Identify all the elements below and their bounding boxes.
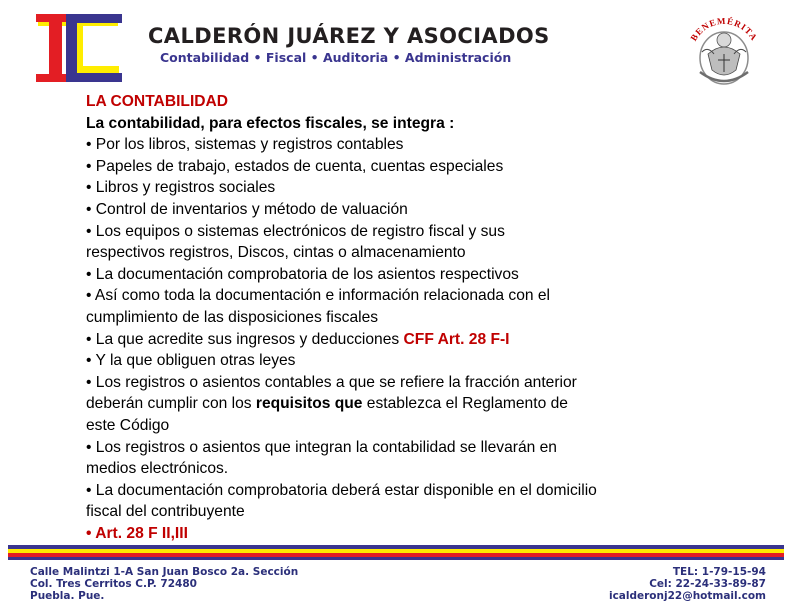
eagle-seal-icon [678, 10, 770, 90]
list-item-continuation: medios electrónicos. [86, 460, 229, 478]
list-item: • Control de inventarios y método de valuación [86, 200, 408, 218]
section-title: LA CONTABILIDAD [86, 93, 229, 110]
list-item: • Libros y registros sociales [86, 179, 276, 197]
company-logo [36, 14, 122, 82]
list-item: • Y la que obliguen otras leyes [86, 352, 296, 370]
company-name: CALDERÓN JUÁREZ Y ASOCIADOS [148, 24, 550, 48]
email: icalderonj22@hotmail.com [608, 589, 766, 602]
footer-contact [609, 567, 766, 602]
seal-text: BENEMÉRITA [688, 15, 760, 43]
list-item: • Los equipos o sistemas electrónicos de registro fiscal y sus [86, 222, 505, 240]
list-item-continuation: cumplimiento de las disposiciones fiscales [86, 308, 379, 326]
item-text: deberán cumplir con los [86, 395, 256, 413]
footer-address [30, 567, 298, 602]
company-services: Contabilidad • Fiscal • Auditoria • Administración [160, 50, 512, 65]
list-item-continuation: este Código [86, 416, 170, 434]
legal-reference: • Art. 28 F II,III [86, 524, 188, 542]
list-item [86, 329, 726, 351]
address-line: Col. Tres Cerritos C.P. 72480 [30, 577, 197, 590]
phone: TEL: 1-79-15-94 [672, 566, 766, 578]
address-line: Calle Malintzi 1-A San Juan Bosco 2a. Sección [30, 566, 299, 578]
item-emphasis: requisitos que [255, 395, 363, 413]
list-item-continuation [86, 393, 726, 415]
footer-stripe-blue [8, 557, 784, 560]
list-item-continuation: respectivos registros, Discos, cintas o almacenamiento [86, 244, 466, 262]
item-text: establezca el Reglamento de [362, 395, 568, 413]
legal-reference: CFF Art. 28 F-I [403, 330, 510, 348]
cell-phone: Cel: 22-24-33-89-87 [649, 577, 766, 590]
list-item: • Así como toda la documentación e información relacionada con el [86, 287, 551, 305]
list-item: • Papeles de trabajo, estados de cuenta, cuentas especiales [86, 157, 504, 175]
list-item: • Por los libros, sistemas y registros contables [86, 136, 404, 154]
list-item: • Los registros o asientos que integran la contabilidad se llevarán en [86, 438, 557, 456]
list-item: • La documentación comprobatoria deberá estar disponible en el domicilio [86, 481, 597, 499]
intro-line: La contabilidad, para efectos fiscales, se integra : [86, 114, 455, 132]
list-item: • La documentación comprobatoria de los asientos respectivos [86, 265, 519, 283]
list-item: • Los registros o asientos contables a que se refiere la fracción anterior [86, 373, 577, 391]
address-line: Puebla. Pue. [30, 589, 105, 602]
item-text: • La que acredite sus ingresos y deducciones [86, 330, 404, 348]
list-item-continuation: fiscal del contribuyente [86, 503, 245, 521]
content-body [86, 91, 726, 544]
